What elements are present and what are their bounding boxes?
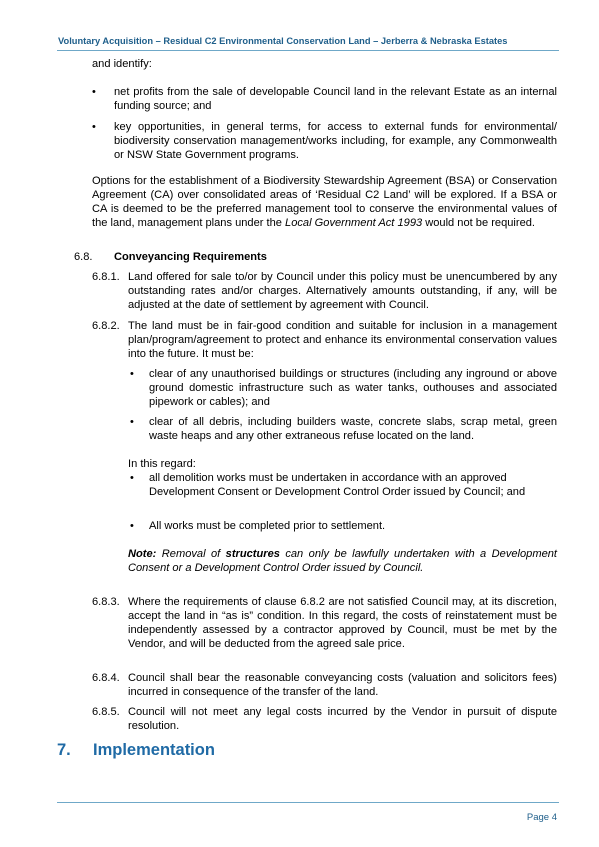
intro-paragraph-tail: would not be required. [422, 217, 536, 229]
note-label: Note: [128, 548, 157, 560]
clause-bullet: clear of all debris, including builders waste, concrete slabs, scrap metal, green waste heaps and any other extraneous refuse located on the land. [149, 416, 557, 442]
intro-lead: and identify: [92, 58, 152, 70]
clause-number: 6.8.3. [92, 596, 120, 608]
note-text-tail: can only be lawfully undertaken with a Development Consent or a Development Control Order issued by Council. [128, 548, 557, 574]
regard-bullet: All works must be completed prior to settlement. [149, 520, 386, 532]
bullet-marker: • [130, 368, 134, 380]
clause-bullet: clear of any unauthorised buildings or structures (including any inground or above ground domestic infrastructure such as water tanks, outhouses and associated pipework or cables); and [149, 368, 557, 408]
section-title: Conveyancing Requirements [114, 251, 267, 263]
intro-bullet-2: key opportunities, in general terms, for access to external funds for environmental/ biodiversity conservation management/works including, for example, any Commonwealth or NSW State Government programs. [114, 121, 557, 161]
regard-bullet: all demolition works must be undertaken in accordance with an approved Development Consent or Development Control Order issued by Council; and [149, 472, 526, 498]
clause-text: The land must be in fair-good condition and suitable for inclusion in a management plan/program/agreement to protect and enhance its environmental conservation values into the future. It must be: [128, 320, 557, 360]
bullet-marker: • [92, 86, 96, 98]
header-divider [57, 50, 559, 51]
header-title: Voluntary Acquisition – Residual C2 Environmental Conservation Land – Jerberra & Nebraska Estates [58, 36, 508, 46]
bullet-marker: • [130, 520, 134, 532]
clause-text: Council will not meet any legal costs incurred by the Vendor in pursuit of dispute resolution. [128, 706, 557, 732]
section-number: 6.8. [74, 251, 93, 263]
clause-number: 6.8.4. [92, 672, 120, 684]
clause-number: 6.8.2. [92, 320, 120, 332]
regard-lead: In this regard: [128, 458, 196, 470]
note-text: Removal of [156, 548, 226, 560]
clause-text: Council shall bear the reasonable conveyancing costs (valuation and solicitors fees) incurred in consequence of the transfer of the land. [128, 672, 557, 698]
intro-bullet-1: net profits from the sale of developable Council land in the relevant Estate as an internal funding source; and [114, 86, 557, 112]
section-heading-title: Implementation [93, 741, 215, 759]
note-emphasis: structures [225, 548, 280, 560]
clause-number: 6.8.5. [92, 706, 120, 718]
intro-paragraph-text: Options for the establishment of a Biodiversity Stewardship Agreement (BSA) or Conservation Agreement (CA) over consolidated areas of ‘Residual C2 Land’ will be explored. If a BSA or CA is deemed to be the preferred management tool to conserve the environmental values of the land, management plans under the [92, 175, 557, 229]
clause-text: Land offered for sale to/or by Council under this policy must be unencumbered by any outstanding rates and/or charges. Alternatively amounts outstanding, if any, will be adjusted at the date of settlement by agreement with Council. [128, 271, 557, 311]
clause-text: Where the requirements of clause 6.8.2 are not satisfied Council may, at its discretion, accept the land in “as is” condition. In this regard, the costs of reinstatement must be independently assessed by a contractor approved by Council, must be met by the Vendor, and will be deducted from the agreed sale price. [128, 596, 557, 650]
clause-note [128, 547, 557, 575]
bullet-marker: • [92, 121, 96, 133]
section-heading-number: 7. [57, 741, 71, 759]
page-number: Page 4 [526, 812, 557, 823]
footer-divider [57, 802, 559, 803]
intro-paragraph [92, 174, 557, 230]
clause-number: 6.8.1. [92, 271, 120, 283]
legislation-title: Local Government Act 1993 [285, 217, 423, 229]
bullet-marker: • [130, 472, 134, 484]
bullet-marker: • [130, 416, 134, 428]
